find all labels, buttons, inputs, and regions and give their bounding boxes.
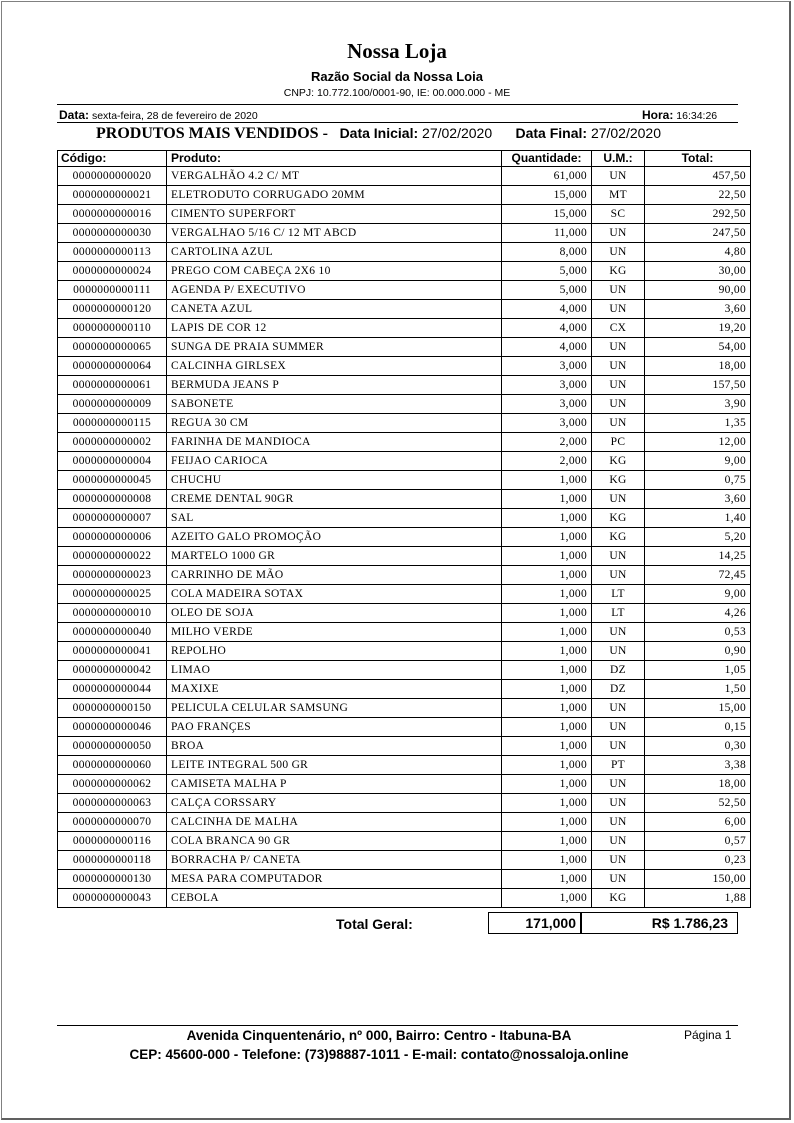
- start-date-label: Data Inicial:: [339, 125, 419, 141]
- product-code: 0000000000110: [58, 319, 167, 338]
- grand-total-amount: R$ 1.786,23: [581, 912, 738, 934]
- product-quantity: 1,000: [502, 680, 592, 699]
- table-row: [58, 319, 751, 338]
- table-row: [58, 642, 751, 661]
- footer-divider: [57, 1025, 738, 1026]
- product-code: 0000000000118: [58, 851, 167, 870]
- product-code: 0000000000050: [58, 737, 167, 756]
- product-quantity: 1,000: [502, 889, 592, 908]
- table-row: [58, 794, 751, 813]
- product-quantity: 5,000: [502, 262, 592, 281]
- product-unit: KG: [592, 509, 645, 528]
- product-code: 0000000000022: [58, 547, 167, 566]
- product-name: SUNGA DE PRAIA SUMMER: [167, 338, 502, 357]
- product-code: 0000000000065: [58, 338, 167, 357]
- product-quantity: 1,000: [502, 528, 592, 547]
- product-name: CEBOLA: [167, 889, 502, 908]
- product-unit: UN: [592, 794, 645, 813]
- product-quantity: 1,000: [502, 661, 592, 680]
- product-total: 0,23: [645, 851, 751, 870]
- product-quantity: 1,000: [502, 642, 592, 661]
- product-total: 9,00: [645, 452, 751, 471]
- product-quantity: 4,000: [502, 338, 592, 357]
- store-name: Nossa Loja: [347, 39, 447, 63]
- product-code: 0000000000044: [58, 680, 167, 699]
- product-total: 4,80: [645, 243, 751, 262]
- legal-name: Razão Social da Nossa Loia: [311, 69, 483, 84]
- product-name: MARTELO 1000 GR: [167, 547, 502, 566]
- product-unit: KG: [592, 471, 645, 490]
- product-total: 1,35: [645, 414, 751, 433]
- report-heading: [96, 125, 661, 143]
- product-name: PAO FRANÇES: [167, 718, 502, 737]
- product-name: CALCINHA DE MALHA: [167, 813, 502, 832]
- time-label: Hora:: [642, 108, 674, 122]
- product-code: 0000000000006: [58, 528, 167, 547]
- unit-header: U.M.:: [592, 151, 645, 167]
- table-row: [58, 433, 751, 452]
- product-quantity: 1,000: [502, 604, 592, 623]
- product-quantity: 1,000: [502, 813, 592, 832]
- product-unit: UN: [592, 718, 645, 737]
- table-row: [58, 813, 751, 832]
- date-value: sexta-feira, 28 de fevereiro de 2020: [91, 110, 258, 122]
- product-code: 0000000000116: [58, 832, 167, 851]
- product-name: CREME DENTAL 90GR: [167, 490, 502, 509]
- table-row: [58, 889, 751, 908]
- grand-total-label: Total Geral:: [336, 916, 413, 932]
- quantity-header: Quantidade:: [502, 151, 592, 167]
- product-name: CARTOLINA AZUL: [167, 243, 502, 262]
- product-total: 18,00: [645, 357, 751, 376]
- product-unit: UN: [592, 376, 645, 395]
- product-name: CANETA AZUL: [167, 300, 502, 319]
- product-total: 150,00: [645, 870, 751, 889]
- product-total: 52,50: [645, 794, 751, 813]
- table-row: [58, 699, 751, 718]
- report-time: [642, 108, 717, 122]
- product-unit: UN: [592, 300, 645, 319]
- product-quantity: 1,000: [502, 851, 592, 870]
- product-code: 0000000000008: [58, 490, 167, 509]
- product-quantity: 11,000: [502, 224, 592, 243]
- product-unit: UN: [592, 357, 645, 376]
- product-quantity: 61,000: [502, 167, 592, 186]
- product-code: 0000000000115: [58, 414, 167, 433]
- product-total: 1,40: [645, 509, 751, 528]
- table-row: [58, 281, 751, 300]
- product-name: AZEITO GALO PROMOÇÃO: [167, 528, 502, 547]
- product-code: 0000000000030: [58, 224, 167, 243]
- table-row: [58, 300, 751, 319]
- product-name: REGUA 30 CM: [167, 414, 502, 433]
- product-unit: KG: [592, 452, 645, 471]
- product-code: 0000000000025: [58, 585, 167, 604]
- product-total: 0,75: [645, 471, 751, 490]
- table-row: [58, 547, 751, 566]
- product-code: 0000000000064: [58, 357, 167, 376]
- product-unit: UN: [592, 395, 645, 414]
- product-code: 0000000000024: [58, 262, 167, 281]
- product-unit: UN: [592, 813, 645, 832]
- product-code: 0000000000070: [58, 813, 167, 832]
- products-table: [57, 150, 751, 908]
- product-unit: DZ: [592, 661, 645, 680]
- product-name: COLA BRANCA 90 GR: [167, 832, 502, 851]
- product-code: 0000000000016: [58, 205, 167, 224]
- product-total: 1,50: [645, 680, 751, 699]
- table-row: [58, 186, 751, 205]
- product-total: 3,60: [645, 300, 751, 319]
- product-name: COLA MADEIRA SOTAX: [167, 585, 502, 604]
- product-name: MAXIXE: [167, 680, 502, 699]
- product-code: 0000000000061: [58, 376, 167, 395]
- product-quantity: 1,000: [502, 585, 592, 604]
- product-total: 3,38: [645, 756, 751, 775]
- product-code: 0000000000009: [58, 395, 167, 414]
- table-row: [58, 490, 751, 509]
- product-total: 30,00: [645, 262, 751, 281]
- cnpj-line: CNPJ: 10.772.100/0001-90, IE: 00.000.000 - ME: [283, 87, 511, 99]
- product-name: LAPIS DE COR 12: [167, 319, 502, 338]
- table-row: [58, 452, 751, 471]
- product-code: 0000000000043: [58, 889, 167, 908]
- total-header: Total:: [645, 151, 751, 167]
- product-name: SAL: [167, 509, 502, 528]
- report-title: PRODUTOS MAIS VENDIDOS -: [96, 125, 328, 142]
- table-row: [58, 566, 751, 585]
- product-code: 0000000000023: [58, 566, 167, 585]
- page-number: Página 1: [684, 1028, 732, 1042]
- table-row: [58, 756, 751, 775]
- product-total: 54,00: [645, 338, 751, 357]
- table-row: [58, 509, 751, 528]
- product-unit: UN: [592, 775, 645, 794]
- product-code: 0000000000060: [58, 756, 167, 775]
- product-quantity: 2,000: [502, 452, 592, 471]
- product-quantity: 2,000: [502, 433, 592, 452]
- product-quantity: 1,000: [502, 490, 592, 509]
- product-name: SABONETE: [167, 395, 502, 414]
- table-row: [58, 262, 751, 281]
- product-quantity: 1,000: [502, 775, 592, 794]
- product-total: 14,25: [645, 547, 751, 566]
- product-total: 4,26: [645, 604, 751, 623]
- product-code: 0000000000007: [58, 509, 167, 528]
- product-quantity: 1,000: [502, 756, 592, 775]
- product-quantity: 1,000: [502, 794, 592, 813]
- product-name: MESA PARA COMPUTADOR: [167, 870, 502, 889]
- product-name: CALCINHA GIRLSEX: [167, 357, 502, 376]
- table-row: [58, 680, 751, 699]
- product-unit: UN: [592, 566, 645, 585]
- product-code: 0000000000042: [58, 661, 167, 680]
- product-total: 22,50: [645, 186, 751, 205]
- product-name: CIMENTO SUPERFORT: [167, 205, 502, 224]
- product-name: VERGALHÃO 4.2 C/ MT: [167, 167, 502, 186]
- product-name: FEIJAO CARIOCA: [167, 452, 502, 471]
- product-name: REPOLHO: [167, 642, 502, 661]
- product-total: 0,53: [645, 623, 751, 642]
- product-unit: PC: [592, 433, 645, 452]
- product-unit: MT: [592, 186, 645, 205]
- table-row: [58, 718, 751, 737]
- product-quantity: 3,000: [502, 376, 592, 395]
- product-quantity: 15,000: [502, 186, 592, 205]
- product-quantity: 1,000: [502, 832, 592, 851]
- product-quantity: 1,000: [502, 623, 592, 642]
- product-quantity: 3,000: [502, 395, 592, 414]
- time-value: 16:34:26: [676, 110, 718, 122]
- product-total: 292,50: [645, 205, 751, 224]
- product-name: FARINHA DE MANDIOCA: [167, 433, 502, 452]
- product-name: BROA: [167, 737, 502, 756]
- product-name: LIMAO: [167, 661, 502, 680]
- product-code: 0000000000130: [58, 870, 167, 889]
- product-unit: UN: [592, 832, 645, 851]
- table-row: [58, 243, 751, 262]
- table-row: [58, 623, 751, 642]
- product-quantity: 1,000: [502, 566, 592, 585]
- product-unit: KG: [592, 262, 645, 281]
- product-name: LEITE INTEGRAL 500 GR: [167, 756, 502, 775]
- product-unit: UN: [592, 338, 645, 357]
- table-row: [58, 471, 751, 490]
- product-code: 0000000000120: [58, 300, 167, 319]
- product-name: MILHO VERDE: [167, 623, 502, 642]
- product-total: 0,90: [645, 642, 751, 661]
- product-quantity: 1,000: [502, 471, 592, 490]
- product-unit: DZ: [592, 680, 645, 699]
- table-row: [58, 832, 751, 851]
- product-unit: UN: [592, 870, 645, 889]
- table-row: [58, 661, 751, 680]
- product-code: 0000000000062: [58, 775, 167, 794]
- product-code: 0000000000113: [58, 243, 167, 262]
- product-code: 0000000000150: [58, 699, 167, 718]
- table-row: [58, 737, 751, 756]
- product-name: BERMUDA JEANS P: [167, 376, 502, 395]
- product-quantity: 4,000: [502, 300, 592, 319]
- product-unit: UN: [592, 699, 645, 718]
- product-quantity: 3,000: [502, 414, 592, 433]
- product-name: VERGALHAO 5/16 C/ 12 MT ABCD: [167, 224, 502, 243]
- product-header: Produto:: [167, 151, 502, 167]
- product-name: CAMISETA MALHA P: [167, 775, 502, 794]
- product-unit: LT: [592, 585, 645, 604]
- product-code: 0000000000002: [58, 433, 167, 452]
- product-unit: UN: [592, 281, 645, 300]
- end-date-label: Data Final:: [515, 125, 588, 141]
- product-unit: SC: [592, 205, 645, 224]
- product-code: 0000000000041: [58, 642, 167, 661]
- product-name: BORRACHA P/ CANETA: [167, 851, 502, 870]
- product-code: 0000000000004: [58, 452, 167, 471]
- end-date-value: 27/02/2020: [590, 125, 662, 141]
- product-unit: PT: [592, 756, 645, 775]
- product-code: 0000000000111: [58, 281, 167, 300]
- product-quantity: 1,000: [502, 547, 592, 566]
- product-name: PELICULA CELULAR SAMSUNG: [167, 699, 502, 718]
- footer-address: Avenida Cinquentenário, nº 000, Bairro: Centro - Itabuna-BA: [186, 1028, 572, 1043]
- product-unit: CX: [592, 319, 645, 338]
- table-row: [58, 357, 751, 376]
- product-name: CHUCHU: [167, 471, 502, 490]
- table-row: [58, 528, 751, 547]
- product-quantity: 5,000: [502, 281, 592, 300]
- table-row: [58, 414, 751, 433]
- table-row: [58, 604, 751, 623]
- date-divider: [57, 122, 738, 123]
- product-unit: UN: [592, 623, 645, 642]
- product-total: 0,57: [645, 832, 751, 851]
- product-code: 0000000000045: [58, 471, 167, 490]
- product-unit: UN: [592, 851, 645, 870]
- product-name: ELETRODUTO CORRUGADO 20MM: [167, 186, 502, 205]
- footer-contact: CEP: 45600-000 - Telefone: (73)98887-1011 - E-mail: contato@nossaloja.online: [129, 1047, 629, 1062]
- table-row: [58, 205, 751, 224]
- product-total: 0,30: [645, 737, 751, 756]
- product-total: 1,88: [645, 889, 751, 908]
- product-unit: UN: [592, 547, 645, 566]
- start-date-value: 27/02/2020: [422, 125, 493, 141]
- product-name: CARRINHO DE MÃO: [167, 566, 502, 585]
- product-total: 5,20: [645, 528, 751, 547]
- product-code: 0000000000040: [58, 623, 167, 642]
- product-quantity: 1,000: [502, 718, 592, 737]
- table-body: [58, 167, 751, 908]
- table-header-row: [58, 151, 751, 167]
- product-unit: UN: [592, 167, 645, 186]
- product-code: 0000000000020: [58, 167, 167, 186]
- product-total: 3,90: [645, 395, 751, 414]
- product-unit: KG: [592, 528, 645, 547]
- product-unit: UN: [592, 414, 645, 433]
- product-total: 1,05: [645, 661, 751, 680]
- table-row: [58, 167, 751, 186]
- product-unit: UN: [592, 642, 645, 661]
- product-quantity: 15,000: [502, 205, 592, 224]
- product-code: 0000000000010: [58, 604, 167, 623]
- product-total: 157,50: [645, 376, 751, 395]
- product-total: 457,50: [645, 167, 751, 186]
- table-row: [58, 851, 751, 870]
- product-total: 6,00: [645, 813, 751, 832]
- product-total: 247,50: [645, 224, 751, 243]
- product-quantity: 4,000: [502, 319, 592, 338]
- product-code: 0000000000046: [58, 718, 167, 737]
- table-row: [58, 585, 751, 604]
- product-unit: UN: [592, 224, 645, 243]
- date-label: Data:: [59, 108, 90, 122]
- product-total: 0,15: [645, 718, 751, 737]
- table-row: [58, 775, 751, 794]
- header-divider: [57, 104, 738, 105]
- grand-total-quantity: 171,000: [488, 912, 581, 934]
- product-unit: UN: [592, 737, 645, 756]
- product-code: 0000000000021: [58, 186, 167, 205]
- product-total: 19,20: [645, 319, 751, 338]
- product-unit: KG: [592, 889, 645, 908]
- product-total: 90,00: [645, 281, 751, 300]
- product-quantity: 1,000: [502, 737, 592, 756]
- table-row: [58, 395, 751, 414]
- report-date: [59, 108, 258, 122]
- product-unit: UN: [592, 243, 645, 262]
- product-quantity: 8,000: [502, 243, 592, 262]
- table-row: [58, 224, 751, 243]
- product-name: CALÇA CORSSARY: [167, 794, 502, 813]
- product-quantity: 1,000: [502, 509, 592, 528]
- product-total: 72,45: [645, 566, 751, 585]
- table-row: [58, 338, 751, 357]
- product-unit: LT: [592, 604, 645, 623]
- product-quantity: 1,000: [502, 870, 592, 889]
- code-header: Código:: [58, 151, 167, 167]
- product-quantity: 3,000: [502, 357, 592, 376]
- table-row: [58, 376, 751, 395]
- product-total: 18,00: [645, 775, 751, 794]
- product-total: 3,60: [645, 490, 751, 509]
- table-row: [58, 870, 751, 889]
- product-total: 12,00: [645, 433, 751, 452]
- product-name: AGENDA P/ EXECUTIVO: [167, 281, 502, 300]
- product-name: PREGO COM CABEÇA 2X6 10: [167, 262, 502, 281]
- product-total: 9,00: [645, 585, 751, 604]
- product-unit: UN: [592, 490, 645, 509]
- product-total: 15,00: [645, 699, 751, 718]
- product-code: 0000000000063: [58, 794, 167, 813]
- product-quantity: 1,000: [502, 699, 592, 718]
- product-name: OLEO DE SOJA: [167, 604, 502, 623]
